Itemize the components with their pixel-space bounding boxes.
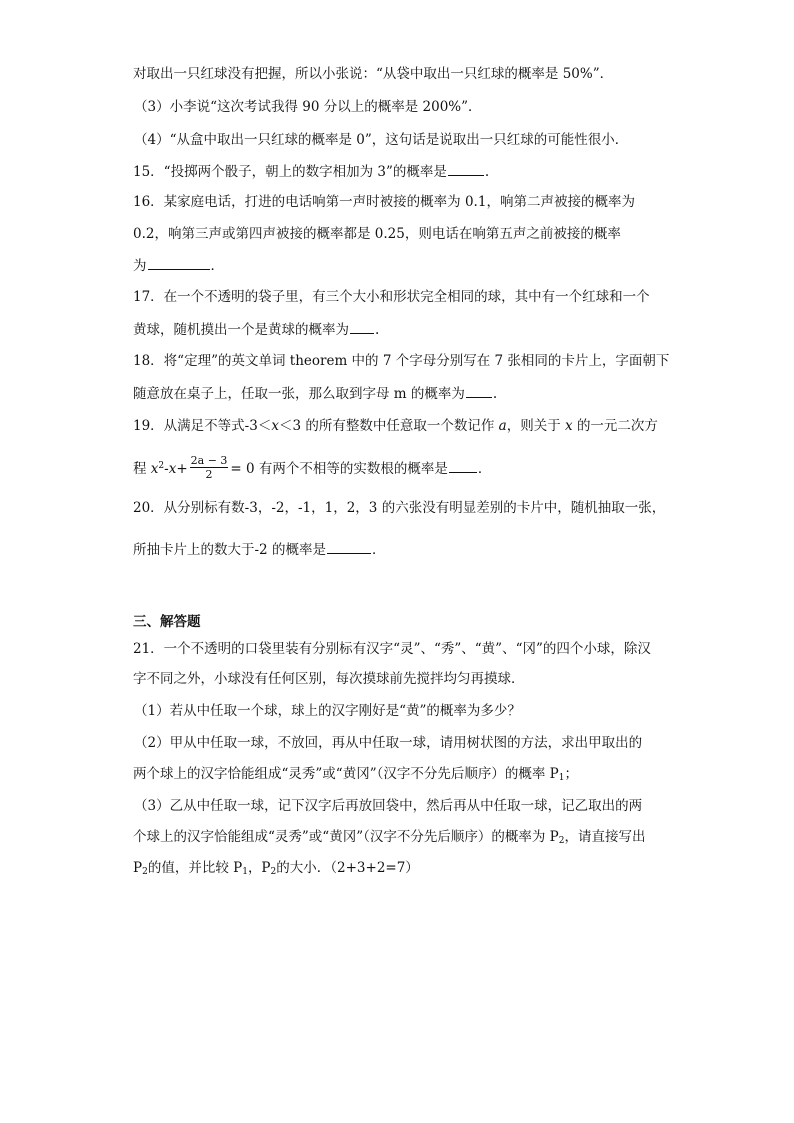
question-19: 19．从满足不等式-3＜x＜3 的所有整数中任意取一个数记作 a，则关于 x 的一元二次方 [133, 418, 658, 434]
text-line: 0.2，响第三声或第四声被接的概率都是 0.25，则电话在响第五声之前被接的概率 [133, 226, 621, 242]
question-20: 20．从分别标有数-3，-2，-1，1，2，3 的六张没有明显差别的卡片中，随机抽取一张， [133, 500, 666, 516]
fraction: $\frac{2a - 3}{2}$ [190, 454, 228, 481]
answer-blank [449, 459, 477, 473]
answer-blank [327, 540, 371, 554]
text-line: （1）若从中任取一个球，球上的汉字刚好是“黄”的概率为多少？ [134, 703, 521, 719]
text-line: 两个球上的汉字恰能组成“灵秀”或“黄冈”（汉字不分先后顺序）的概率 $P_1$； [133, 766, 578, 783]
text-line: （2）甲从中任取一球，不放回，再从中任取一球，请用树状图的方法，求出甲取出的 [134, 735, 643, 751]
text-line: （3）乙从中任取一球，记下汉字后再放回袋中，然后再从中任取一球，记乙取出的两 [134, 798, 643, 814]
question-21: 21．一个不透明的口袋里装有分别标有汉字“灵”、“秀”、“黄”、“冈”的四个小球，除汉 [133, 641, 651, 657]
text-line: （3）小李说“这次考试我得 90 分以上的概率是 200%”． [134, 99, 482, 115]
equation-line: 程 $x^2-x+$ $\frac{2a - 3}{2}$ = 0 有两个不相等的实数根的概率是 ． [133, 454, 492, 481]
text-line: 个球上的汉字恰能组成“灵秀”或“黄冈”（汉字不分先后顺序）的概率为 $P_2$，请直接写出 [133, 829, 646, 846]
text-line: （4）“从盒中取出一只红球的概率是 0”，这句话是说取出一只红球的可能性很小． [134, 132, 629, 148]
text-line: 对取出一只红球没有把握，所以小张说：“从袋中取出一只红球的概率是 50%”． [133, 66, 614, 82]
text-line: $P_2$的值，并比较 $P_1$，$P_2$的大小．（2+3+2=7） [133, 860, 419, 877]
question-17: 17．在一个不透明的袋子里，有三个大小和形状完全相同的球，其中有一个红球和一个 [133, 289, 650, 305]
text-line: 字不同之外，小球没有任何区别，每次摸球前先搅拌均匀再摸球． [133, 671, 525, 687]
text-line: 所抽卡片上的数大于-2 的概率是 ． [133, 542, 386, 558]
answer-blank [350, 320, 374, 334]
text-line: 随意放在桌子上，任取一张，那么取到字母 m 的概率为 . [133, 386, 498, 402]
question-18: 18．将“定理”的英文单词 theorem 中的 7 个字母分别写在 7 张相同的卡片上，字面朝下 [133, 353, 670, 369]
answer-blank [148, 256, 210, 270]
answer-blank [466, 384, 492, 398]
text-line: 黄球，随机摸出一个是黄球的概率为 . [133, 322, 380, 338]
question-16: 16．某家庭电话，打进的电话响第一声时被接的概率为 0.1，响第二声被接的概率为 [133, 194, 635, 210]
answer-blank [448, 162, 484, 176]
section-heading: 三、解答题 [133, 614, 201, 630]
text-line: 为 ． [133, 258, 224, 274]
question-15: 15．“投掷两个骰子，朝上的数字相加为 3”的概率是 . [133, 164, 490, 180]
